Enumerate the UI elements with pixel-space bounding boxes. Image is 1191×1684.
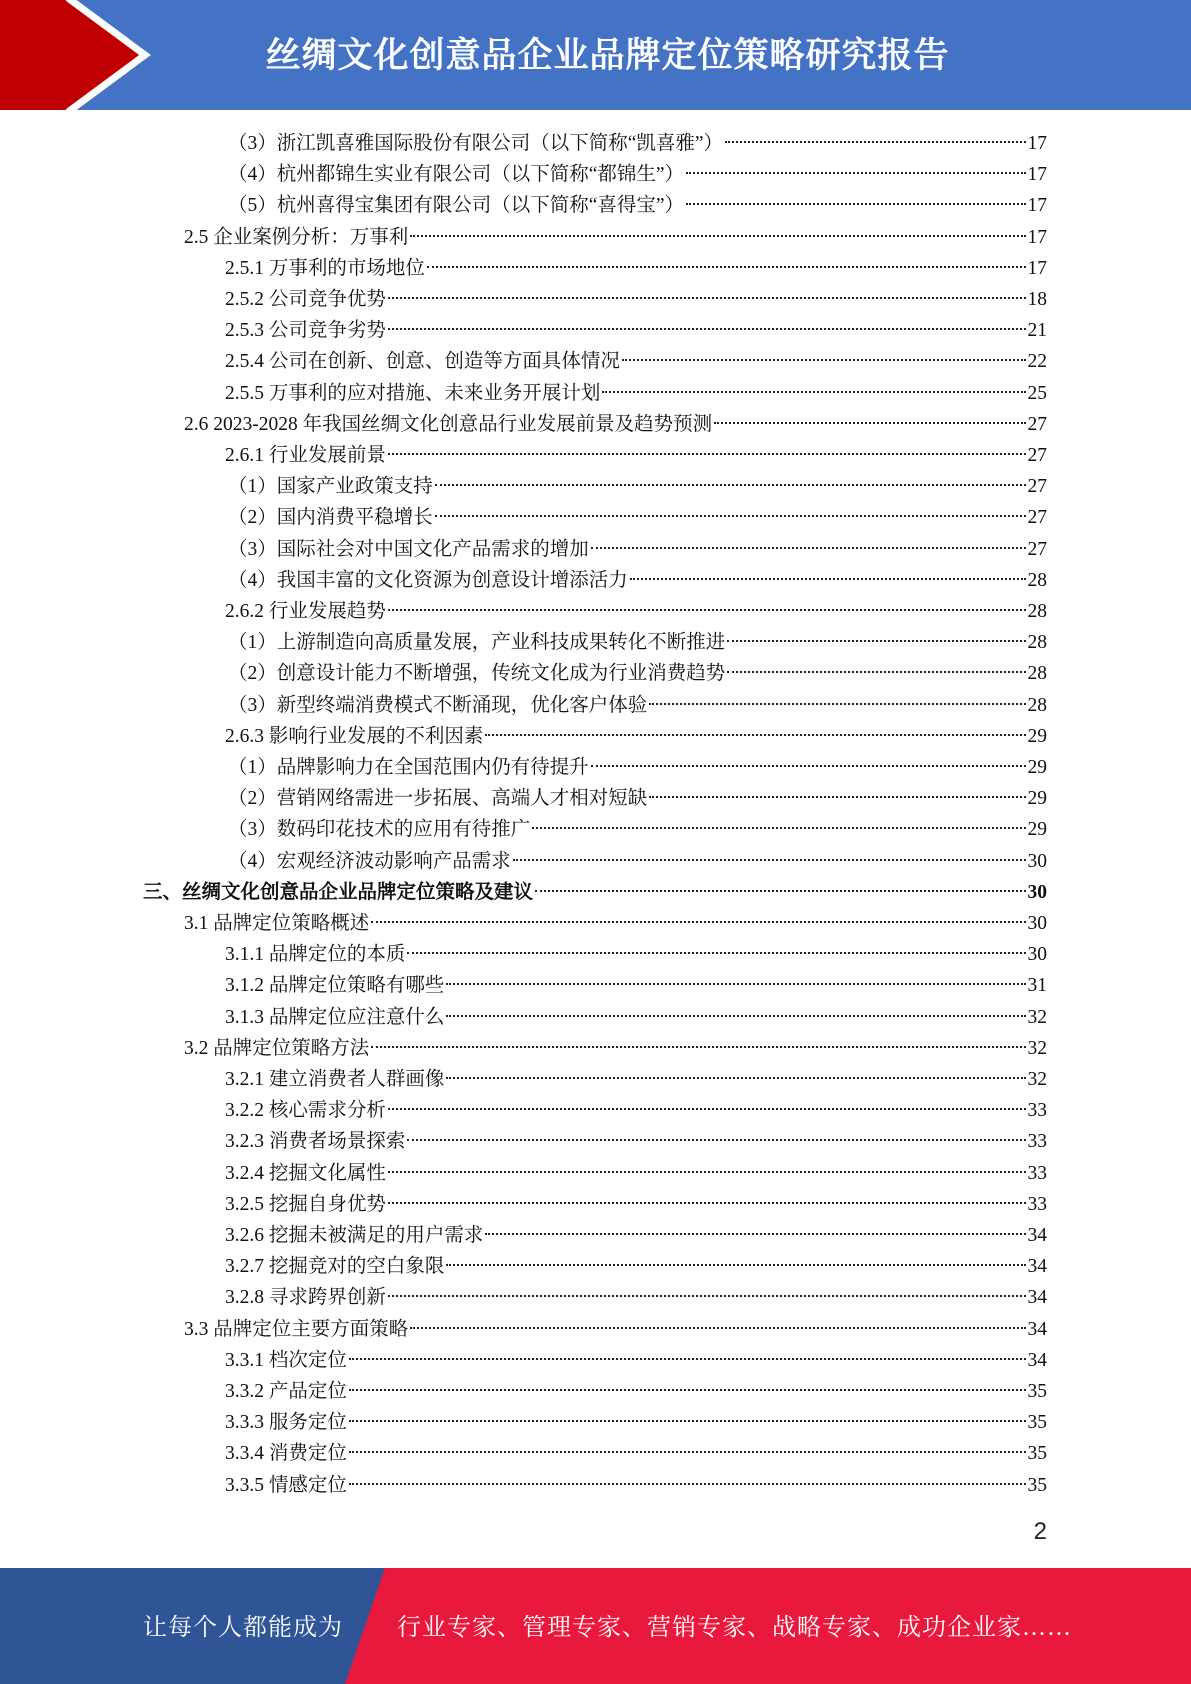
toc-dot-leader: [725, 141, 1025, 143]
toc-entry-title: 3.3.4 消费定位: [225, 1443, 347, 1465]
toc-entry-title: 三、丝绸文化创意品企业品牌定位策略及建议: [143, 881, 534, 903]
toc-entry-title: 2.6.1 行业发展前景: [225, 445, 386, 466]
toc-dot-leader: [532, 827, 1025, 829]
toc-entry[interactable]: [225, 1407, 1047, 1438]
toc-entry-page: 33: [1027, 1131, 1047, 1153]
toc-entry[interactable]: [228, 502, 1047, 533]
toc-dot-leader: [388, 1295, 1026, 1297]
toc-entry[interactable]: [225, 1251, 1047, 1282]
toc-entry-title: （5）杭州喜得宝集团有限公司（以下简称“喜得宝”）: [228, 195, 685, 217]
toc-entry[interactable]: [225, 378, 1047, 409]
toc-entry-title: 2.5 企业案例分析：万事利: [184, 226, 409, 248]
toc-entry-page: 25: [1027, 382, 1047, 404]
toc-entry-page: 21: [1027, 320, 1047, 342]
toc-entry-title: 3.3 品牌定位主要方面策略: [184, 1318, 409, 1340]
toc-entry-title: 3.1.1 品牌定位的本质: [225, 944, 406, 966]
toc-entry[interactable]: [228, 471, 1047, 502]
toc-entry-page: 27: [1027, 476, 1047, 498]
toc-dot-leader: [485, 734, 1025, 736]
toc-entry-page: 34: [1027, 1318, 1047, 1340]
report-title: 丝绸文化创意品企业品牌定位策略研究报告: [265, 36, 950, 76]
toc-entry[interactable]: [228, 565, 1047, 596]
toc-entry-page: 27: [1027, 507, 1047, 529]
toc-entry[interactable]: [225, 1126, 1047, 1157]
toc-dot-leader: [427, 266, 1026, 268]
toc-entry-page: 30: [1027, 913, 1047, 934]
toc-dot-leader: [349, 1420, 1026, 1422]
toc-dot-leader: [371, 1046, 1025, 1048]
toc-entry-title: 2.5.1 万事利的市场地位: [225, 257, 425, 279]
toc-entry-page: 28: [1027, 632, 1047, 654]
toc-entry-title: （1）上游制造向高质量发展，产业科技成果转化不断推进: [228, 632, 726, 654]
toc-entry-page: 28: [1027, 601, 1047, 622]
toc-dot-leader: [446, 1015, 1025, 1017]
toc-entry[interactable]: [225, 1220, 1047, 1251]
toc-entry-title: （2）创意设计能力不断增强，传统文化成为行业消费趋势: [228, 663, 726, 685]
toc-entry-page: 34: [1027, 1287, 1047, 1309]
toc-dot-leader: [591, 765, 1026, 767]
toc-entry[interactable]: [184, 1033, 1047, 1064]
toc-entry-page: 31: [1027, 975, 1047, 997]
toc-entry[interactable]: [225, 1470, 1047, 1501]
toc-entry-page: 35: [1027, 1381, 1047, 1402]
toc-entry-page: 29: [1027, 819, 1047, 841]
page-number: 2: [1033, 1518, 1047, 1545]
toc-entry-page: 17: [1027, 257, 1047, 279]
toc-entry[interactable]: [228, 627, 1047, 658]
toc-entry-title: （4）杭州都锦生实业有限公司（以下简称“都锦生”）: [228, 164, 685, 186]
toc-entry[interactable]: [228, 783, 1047, 814]
toc-entry-page: 22: [1027, 351, 1047, 373]
toc-dot-leader: [630, 578, 1026, 580]
footer-slogan-left: 让每个人都能成为: [143, 1615, 343, 1641]
toc-entry-page: 32: [1027, 1037, 1047, 1059]
toc-entry-title: 2.5.4 公司在创新、创意、创造等方面具体情况: [225, 351, 620, 373]
toc-dot-leader: [727, 671, 1025, 673]
toc-dot-leader: [602, 391, 1025, 393]
toc-dot-leader: [349, 1451, 1026, 1453]
toc-dot-leader: [446, 1264, 1025, 1266]
toc-entry-page: 32: [1027, 1006, 1047, 1028]
toc-entry[interactable]: [184, 1314, 1047, 1345]
toc-dot-leader: [349, 1358, 1026, 1360]
toc-entry-page: 34: [1027, 1256, 1047, 1278]
header-band: [0, 0, 1191, 110]
toc-entry-title: 3.2.4 挖掘文化属性: [225, 1162, 386, 1184]
toc-entry-title: 2.5.2 公司竞争优势: [225, 289, 386, 310]
toc-entry[interactable]: [225, 939, 1047, 970]
toc-dot-leader: [649, 796, 1025, 798]
toc-dot-leader: [727, 640, 1025, 642]
toc-entry[interactable]: [228, 690, 1047, 721]
toc-entry-page: 29: [1027, 757, 1047, 778]
toc-entry[interactable]: [225, 1064, 1047, 1095]
toc-dot-leader: [622, 359, 1026, 361]
toc-entry[interactable]: [228, 128, 1047, 159]
toc-entry-title: 3.1.2 品牌定位策略有哪些: [225, 975, 445, 997]
toc-entry-page: 28: [1027, 663, 1047, 685]
toc-entry-title: 3.3.3 服务定位: [225, 1412, 347, 1434]
toc-dot-leader: [649, 703, 1025, 705]
toc-dot-leader: [435, 484, 1026, 486]
toc-entry[interactable]: [184, 908, 1047, 939]
toc-entry-title: 2.5.5 万事利的应对措施、未来业务开展计划: [225, 382, 601, 404]
toc-entry[interactable]: [228, 534, 1047, 565]
toc-dot-leader: [686, 203, 1025, 205]
toc-entry-title: 3.1 品牌定位策略概述: [184, 913, 370, 934]
toc-entry-page: 30: [1027, 850, 1047, 872]
toc-entry-title: 3.2.5 挖掘自身优势: [225, 1193, 386, 1215]
toc-entry-title: 3.2 品牌定位策略方法: [184, 1037, 370, 1059]
toc-entry-title: 3.2.8 寻求跨界创新: [225, 1287, 386, 1309]
toc-entry-title: 3.3.2 产品定位: [225, 1381, 347, 1402]
toc-entry[interactable]: [228, 814, 1047, 845]
toc-dot-leader: [485, 1233, 1025, 1235]
toc-dot-leader: [535, 890, 1025, 892]
toc-entry-title: 3.3.1 档次定位: [225, 1349, 347, 1371]
toc-dot-leader: [513, 859, 1026, 861]
toc-entry[interactable]: [225, 1158, 1047, 1189]
toc-entry-title: （3）新型终端消费模式不断涌现，优化客户体验: [228, 694, 648, 716]
toc-dot-leader: [388, 1202, 1026, 1204]
toc-entry[interactable]: [225, 1438, 1047, 1469]
toc-entry-page: 29: [1027, 788, 1047, 810]
toc-entry-page: 35: [1027, 1412, 1047, 1434]
toc-entry-title: 3.1.3 品牌定位应注意什么: [225, 1006, 445, 1028]
toc-entry-title: 2.6 2023-2028 年我国丝绸文化创意品行业发展前景及趋势预测: [184, 413, 713, 435]
toc-dot-leader: [388, 609, 1026, 611]
toc-entry[interactable]: [228, 846, 1047, 877]
toc-entry-page: 33: [1027, 1100, 1047, 1122]
toc-entry-page: 34: [1027, 1225, 1047, 1246]
toc-entry-title: 3.2.7 挖掘竞对的空白象限: [225, 1256, 445, 1278]
toc-dot-leader: [410, 235, 1025, 237]
toc-entry[interactable]: [225, 596, 1047, 627]
toc-dot-leader: [446, 1077, 1025, 1079]
toc-entry-title: （4）宏观经济波动影响产品需求: [228, 850, 511, 872]
toc-entry-title: （3）国际社会对中国文化产品需求的增加: [228, 538, 589, 560]
toc-entry-page: 30: [1027, 944, 1047, 966]
toc-dot-leader: [714, 422, 1025, 424]
toc-entry-title: 3.3.5 情感定位: [225, 1474, 347, 1496]
toc-entry-title: （1）品牌影响力在全国范围内仍有待提升: [228, 757, 589, 778]
toc-entry[interactable]: [225, 1376, 1047, 1407]
toc-dot-leader: [388, 453, 1026, 455]
toc-dot-leader: [388, 1171, 1026, 1173]
toc-entry-page: 17: [1027, 133, 1047, 154]
toc-entry-page: 17: [1027, 164, 1047, 186]
footer-slogan-right: 行业专家、管理专家、营销专家、战略专家、成功企业家……: [397, 1615, 1072, 1641]
toc-dot-leader: [410, 1327, 1025, 1329]
toc-entry-page: 17: [1027, 195, 1047, 217]
toc-entry[interactable]: [225, 284, 1047, 315]
toc-entry-title: （4）我国丰富的文化资源为创意设计增添活力: [228, 569, 628, 591]
toc-entry-page: 30: [1027, 881, 1047, 903]
toc-entry[interactable]: [225, 721, 1047, 752]
toc-entry[interactable]: [225, 1345, 1047, 1376]
toc-entry-page: 27: [1027, 538, 1047, 560]
toc-entry[interactable]: [228, 658, 1047, 689]
toc-entry[interactable]: [225, 440, 1047, 471]
toc-dot-leader: [388, 297, 1026, 299]
toc-entry-title: （2）国内消费平稳增长: [228, 507, 433, 529]
toc-entry-page: 18: [1027, 289, 1047, 310]
toc-entry-page: 32: [1027, 1069, 1047, 1090]
toc-entry[interactable]: [184, 222, 1047, 253]
toc-entry[interactable]: [225, 346, 1047, 377]
toc-entry-title: （3）数码印花技术的应用有待推广: [228, 819, 531, 841]
toc-entry[interactable]: [225, 1282, 1047, 1313]
toc-entry[interactable]: [143, 877, 1047, 908]
toc-entry-page: 35: [1027, 1474, 1047, 1496]
toc-entry-page: 28: [1027, 569, 1047, 591]
toc-dot-leader: [591, 547, 1026, 549]
toc-entry-title: （2）营销网络需进一步拓展、高端人才相对短缺: [228, 788, 648, 810]
toc-entry[interactable]: [225, 315, 1047, 346]
toc-entry-title: 2.5.3 公司竞争劣势: [225, 320, 386, 342]
toc-entry-title: 3.2.1 建立消费者人群画像: [225, 1069, 445, 1090]
toc-entry[interactable]: [225, 253, 1047, 284]
toc-dot-leader: [371, 921, 1025, 923]
toc-entry-page: 33: [1027, 1162, 1047, 1184]
toc-entry-title: 2.6.2 行业发展趋势: [225, 601, 386, 622]
toc-entry-title: 2.6.3 影响行业发展的不利因素: [225, 725, 484, 747]
footer-band: [0, 1568, 1191, 1684]
toc-entry-page: 35: [1027, 1443, 1047, 1465]
toc-entry-title: 3.2.2 核心需求分析: [225, 1100, 386, 1122]
toc-entry[interactable]: [225, 970, 1047, 1001]
toc-dot-leader: [349, 1483, 1026, 1485]
toc-entry-page: 17: [1027, 226, 1047, 248]
toc-entry-title: 3.2.6 挖掘未被满足的用户需求: [225, 1225, 484, 1246]
toc-entry-page: 33: [1027, 1193, 1047, 1215]
toc-entry[interactable]: [225, 1002, 1047, 1033]
toc-entry-page: 27: [1027, 413, 1047, 435]
toc-dot-leader: [686, 172, 1025, 174]
toc-entry[interactable]: [228, 752, 1047, 783]
toc-dot-leader: [446, 983, 1025, 985]
toc-entry[interactable]: [228, 159, 1047, 190]
toc-entry[interactable]: [228, 190, 1047, 221]
toc-entry-page: 27: [1027, 445, 1047, 466]
toc-entry-title: （3）浙江凯喜雅国际股份有限公司（以下简称“凯喜雅”）: [228, 133, 724, 154]
toc-entry-page: 29: [1027, 725, 1047, 747]
toc-dot-leader: [388, 1108, 1026, 1110]
toc-entry[interactable]: [225, 1189, 1047, 1220]
toc-entry[interactable]: [225, 1095, 1047, 1126]
toc-entry-page: 28: [1027, 694, 1047, 716]
toc-entry[interactable]: [184, 409, 1047, 440]
toc-entry-page: 34: [1027, 1349, 1047, 1371]
toc-entry-title: （1）国家产业政策支持: [228, 476, 433, 498]
toc-dot-leader: [435, 515, 1026, 517]
toc-dot-leader: [388, 328, 1026, 330]
toc-dot-leader: [349, 1389, 1026, 1391]
toc-dot-leader: [407, 952, 1025, 954]
toc-dot-leader: [407, 1139, 1025, 1141]
toc-entry-title: 3.2.3 消费者场景探索: [225, 1131, 406, 1153]
